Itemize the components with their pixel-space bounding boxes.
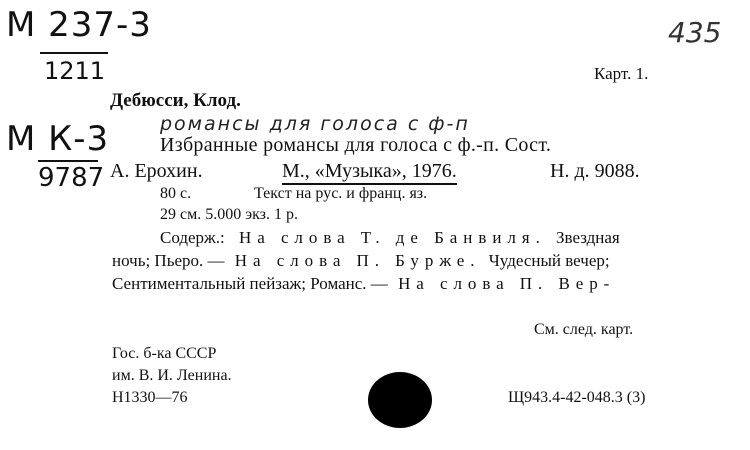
contents-line-3 xyxy=(112,274,615,294)
contents-line-2 xyxy=(112,251,610,271)
shelf-mark-1-bottom: 1211 xyxy=(44,57,106,85)
contents-authors-1: На слова Т. де Банвиля. xyxy=(239,228,546,247)
title-line-1: Избранные романсы для голоса с ф.-п. Сост. xyxy=(160,134,552,156)
library-name-2: им. В. И. Ленина. xyxy=(112,367,232,384)
contents-authors-2: На слова П. Бурже. xyxy=(234,251,481,270)
shelf-mark-2-top: М К-3 xyxy=(6,119,110,159)
classification-code: Щ943.4-42-048.3 (3) xyxy=(508,389,646,406)
publisher-imprint: М., «Музыка», 1976. xyxy=(282,160,457,185)
contents-title-1: Звездная xyxy=(556,228,620,247)
corner-number: 435 xyxy=(668,16,722,49)
author-heading: Дебюсси, Клод. xyxy=(110,90,241,111)
title-line-2a: А. Ерохин. xyxy=(110,160,203,182)
title-line-2c: Н. д. 9088. xyxy=(550,160,640,182)
contents-line-1 xyxy=(160,228,620,248)
pages-count: 80 с. xyxy=(160,185,192,202)
shelf-mark-2-bottom: 9787 xyxy=(38,163,105,193)
handwritten-title-note: романсы для голоса с ф-п xyxy=(160,113,470,135)
punch-hole xyxy=(368,372,432,428)
shelf-mark-2-divider xyxy=(38,160,98,162)
contents-label: Содерж.: xyxy=(160,228,225,247)
contents-authors-3: На слова П. Вер- xyxy=(398,274,616,293)
shelf-mark-1-divider xyxy=(40,52,108,54)
shelf-mark-1-top: М 237-3 xyxy=(6,5,152,45)
contents-titles-2: ночь; Пьеро. — xyxy=(112,251,225,270)
size-edition-price: 29 см. 5.000 экз. 1 р. xyxy=(160,206,298,223)
catalog-id: Н1330—76 xyxy=(112,389,188,406)
library-name: Гос. б-ка СССР xyxy=(112,345,217,362)
see-next-card: См. след. карт. xyxy=(534,321,634,338)
contents-title-2: Чудесный вечер; xyxy=(488,251,610,270)
contents-titles-3: Сентиментальный пейзаж; Романс. — xyxy=(112,274,388,293)
language-note: Текст на рус. и франц. яз. xyxy=(254,185,428,202)
card-number: Карт. 1. xyxy=(594,64,649,83)
